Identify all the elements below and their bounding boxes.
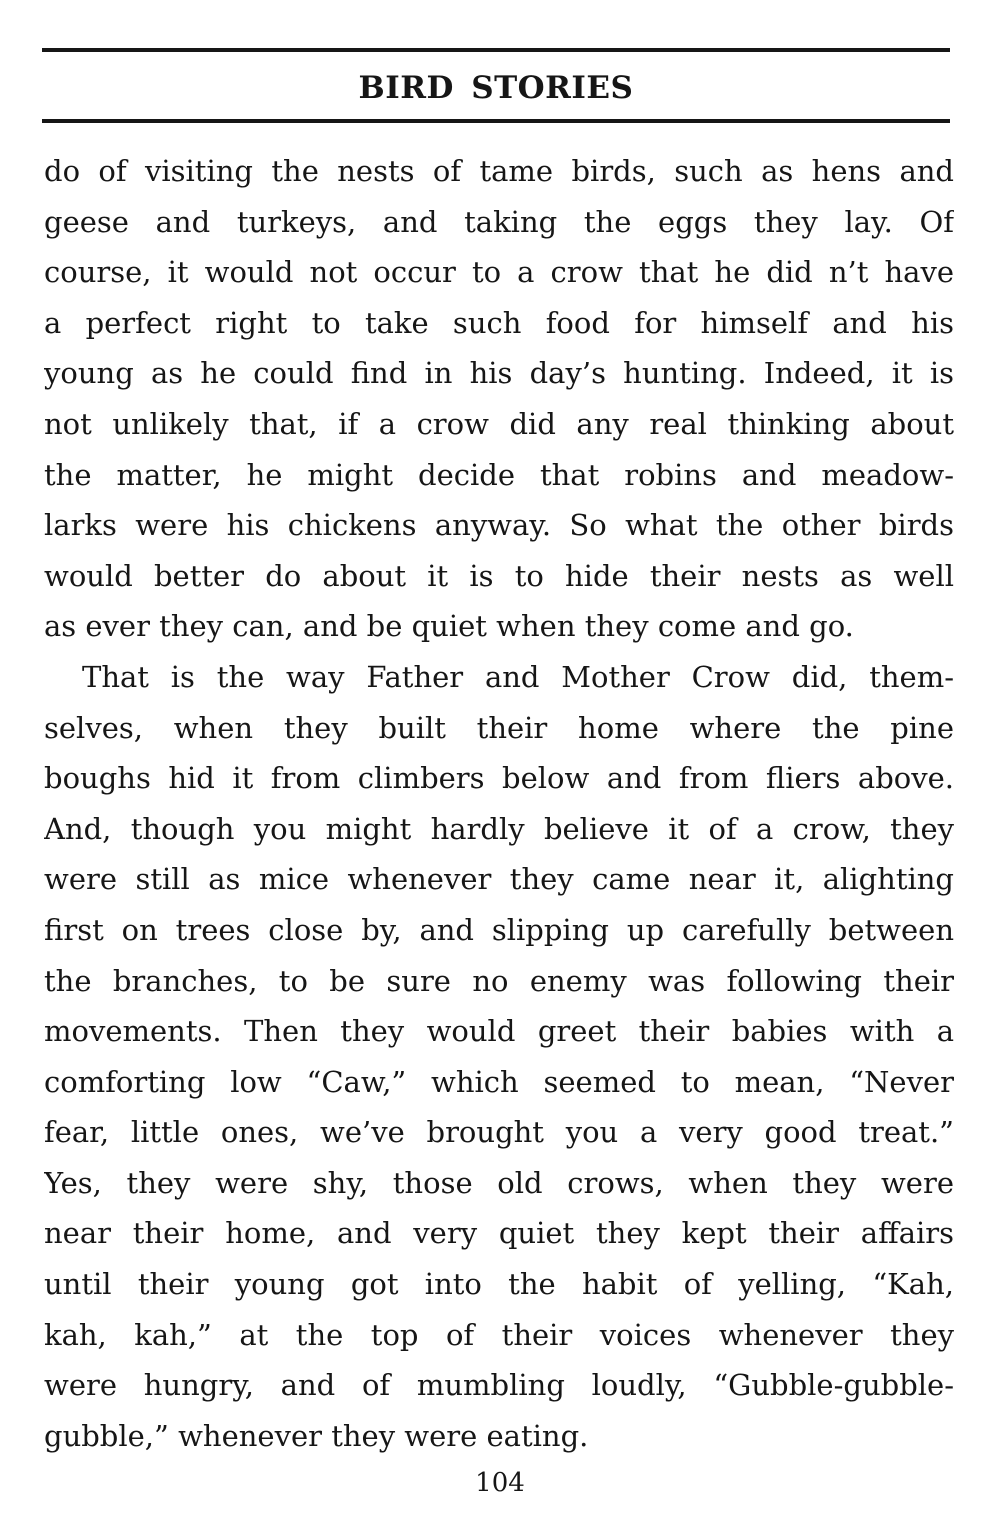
- text-line: as ever they can, and be quiet when they come and go.: [44, 609, 854, 644]
- text-line: kah, kah,” at the top of their voices whenever they: [44, 1317, 954, 1352]
- text-line: would better do about it is to hide their nests as well: [44, 558, 954, 593]
- header-rule-top: [42, 48, 950, 52]
- text-line: the matter, he might decide that robins and meadow-: [44, 457, 954, 492]
- text-line: gubble,” whenever they were eating.: [44, 1418, 589, 1453]
- text-line: course, it would not occur to a crow that he did n’t have: [44, 255, 954, 290]
- text-line: fear, little ones, we’ve brought you a very good treat.”: [44, 1115, 954, 1150]
- text-line: first on trees close by, and slipping up carefully between: [44, 912, 954, 947]
- paragraph-start-line: That is the way Father and Mother Crow did, them-: [82, 659, 954, 694]
- text-line: do of visiting the nests of tame birds, such as hens and: [44, 154, 954, 188]
- text-line: movements. Then they would greet their babies with a: [44, 1014, 954, 1049]
- body-text: [44, 146, 954, 1461]
- text-line: a perfect right to take such food for himself and his: [44, 305, 954, 340]
- text-line: selves, when they built their home where the pine: [44, 710, 954, 745]
- text-line: near their home, and very quiet they kept their affairs: [44, 1216, 954, 1251]
- text-line: Yes, they were shy, those old crows, when they were: [44, 1165, 954, 1200]
- running-head: BIRD STORIES: [358, 70, 634, 106]
- text-line: the branches, to be sure no enemy was following their: [44, 963, 954, 998]
- text-line: young as he could find in his day’s hunting. Indeed, it is: [44, 356, 954, 391]
- text-line: until their young got into the habit of yelling, “Kah,: [44, 1267, 954, 1302]
- text-line: boughs hid it from climbers below and from fliers above.: [44, 761, 954, 796]
- text-line: were still as mice whenever they came near it, alighting: [44, 862, 954, 897]
- header-rule-bottom: [42, 119, 950, 123]
- text-line: larks were his chickens anyway. So what the other birds: [44, 508, 954, 543]
- text-line: And, though you might hardly believe it of a crow, they: [44, 811, 954, 846]
- text-line: geese and turkeys, and taking the eggs they lay. Of: [44, 204, 954, 239]
- text-line: were hungry, and of mumbling loudly, “Gubble-gubble-: [44, 1368, 954, 1403]
- text-line: not unlikely that, if a crow did any real thinking about: [44, 406, 954, 441]
- page-number: 104: [475, 1468, 525, 1498]
- text-line: comforting low “Caw,” which seemed to mean, “Never: [44, 1064, 954, 1099]
